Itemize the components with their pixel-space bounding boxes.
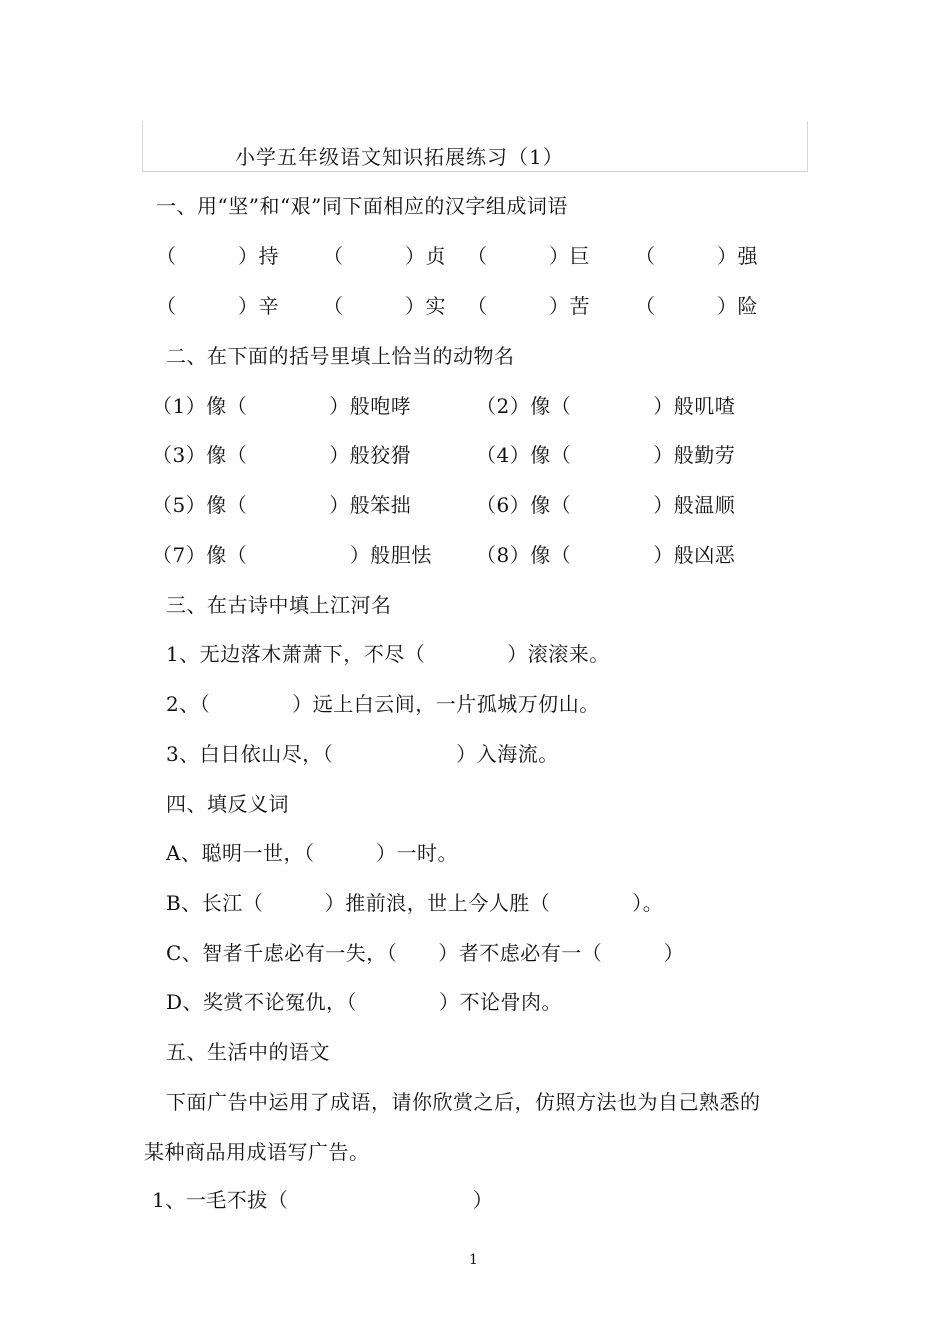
section2-item-1: （1）像（ ）般咆哮 <box>152 394 412 418</box>
section5-heading: 五、生活中的语文 <box>166 1040 330 1064</box>
section2-item-2: （2）像（ ）般叽喳 <box>476 394 736 418</box>
section1-row2-item4: （ ）险 <box>635 294 758 318</box>
section1-heading: 一、用“坚”和“艰”同下面相应的汉字组成词语 <box>156 194 568 218</box>
section3-heading: 三、在古诗中填上江河名 <box>166 593 392 617</box>
section3-item-3: 3、白日依山尽，（ ）入海流。 <box>166 742 559 766</box>
section2-heading: 二、在下面的括号里填上恰当的动物名 <box>166 344 515 368</box>
section5-paragraph-line1: 下面广告中运用了成语，请你欣赏之后，仿照方法也为自己熟悉的 <box>166 1090 761 1114</box>
section4-item-a: A、聪明一世，（ ）一时。 <box>166 841 458 865</box>
section5-paragraph-line2: 某种商品用成语写广告。 <box>144 1140 370 1164</box>
section1-row2-item2: （ ）实 <box>323 294 446 318</box>
section1-row1-item4: （ ）强 <box>635 244 758 268</box>
section4-item-c: C、智者千虑必有一失，（ ）者不虑必有一（ ） <box>166 941 685 965</box>
section2-item-5: （5）像（ ）般笨拙 <box>152 493 412 517</box>
section1-row1-item1: （ ）持 <box>156 244 279 268</box>
section2-item-6: （6）像（ ）般温顺 <box>476 493 736 517</box>
section4-item-d: D、奖赏不论冤仇，（ ）不论骨肉。 <box>166 990 563 1014</box>
section2-item-8: （8）像（ ）般凶恶 <box>476 543 736 567</box>
section3-item-2: 2、（ ）远上白云间，一片孤城万仞山。 <box>166 692 600 716</box>
section1-row1-item2: （ ）贞 <box>323 244 446 268</box>
section1-row2-item1: （ ）辛 <box>156 294 279 318</box>
section5-item-1: 1、一毛不拔（ ） <box>152 1188 494 1212</box>
section1-row2-item3: （ ）苦 <box>467 294 590 318</box>
section1-row1-item3: （ ）巨 <box>467 244 590 268</box>
header-box <box>142 121 808 172</box>
section2-item-3: （3）像（ ）般狡猾 <box>152 443 412 467</box>
section4-heading: 四、填反义词 <box>166 792 289 816</box>
page-title: 小学五年级语文知识拓展练习（1） <box>235 145 564 169</box>
section2-item-4: （4）像（ ）般勤劳 <box>476 443 736 467</box>
section3-item-1: 1、无边落木萧萧下，不尽（ ）滚滚来。 <box>166 642 610 666</box>
section2-item-7: （7）像（ ）般胆怯 <box>152 543 432 567</box>
page-number: 1 <box>469 1252 478 1268</box>
section4-item-b: B、长江（ ）推前浪，世上今人胜（ ）。 <box>166 891 664 915</box>
